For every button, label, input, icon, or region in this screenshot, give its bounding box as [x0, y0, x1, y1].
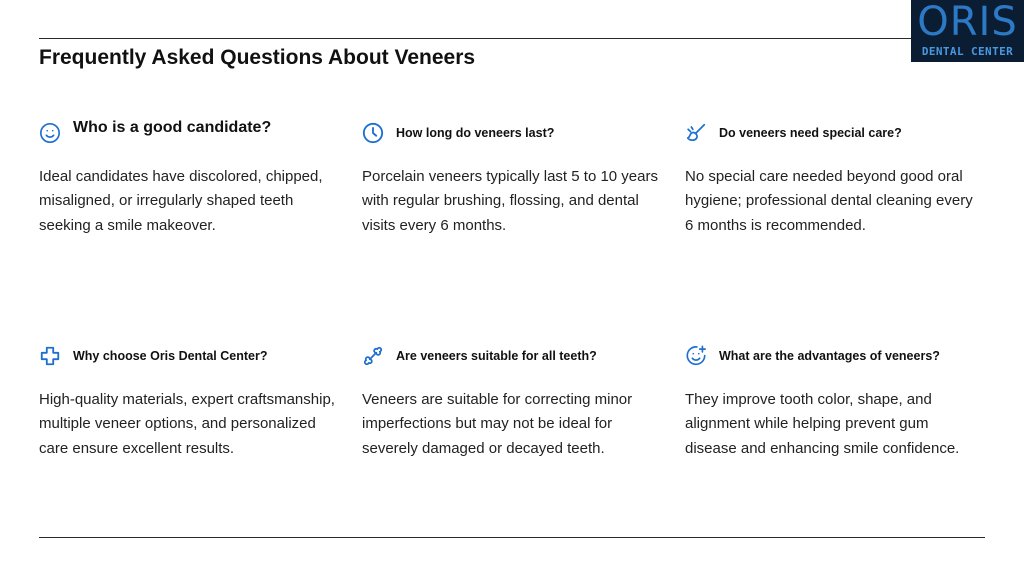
faq-answer: Porcelain veneers typically last 5 to 10 years with regular brushing, flossing, and dental visits every 6 months.: [362, 168, 658, 234]
faq-question: What are the advantages of veneers?: [719, 349, 940, 363]
faq-answer: No special care needed beyond good oral hygiene; professional dental cleaning every 6 months is recommended.: [685, 168, 973, 234]
faq-answer: They improve tooth color, shape, and alignment while helping prevent gum disease and enhancing smile confidence.: [685, 391, 960, 457]
bone-icon: [362, 345, 384, 367]
oris-dental-center-logo: [911, 0, 1024, 62]
logo-wordmark: ORIS: [917, 0, 1018, 45]
faq-question: Why choose Oris Dental Center?: [73, 349, 268, 363]
smile-plus-icon: [685, 345, 707, 367]
brush-icon: [685, 122, 707, 144]
top-divider: [39, 38, 911, 39]
faq-question: Do veneers need special care?: [719, 126, 902, 140]
page-title: Frequently Asked Questions About Veneers: [39, 46, 476, 69]
faq-question: Are veneers suitable for all teeth?: [396, 349, 597, 363]
logo-subtitle: DENTAL CENTER: [921, 45, 1014, 58]
faq-answer: High-quality materials, expert craftsmanship, multiple veneer options, and personalized care ensure excellent results.: [39, 391, 335, 457]
medical-cross-icon: [39, 345, 61, 367]
clock-icon: [362, 122, 384, 144]
smile-icon: [39, 122, 61, 144]
faq-answer: Ideal candidates have discolored, chipped, misaligned, or irregularly shaped teeth seeking a smile makeover.: [39, 168, 323, 234]
bottom-divider: [39, 537, 985, 538]
faq-answer: Veneers are suitable for correcting minor imperfections but may not be ideal for severely damaged or decayed teeth.: [362, 391, 633, 457]
faq-question: How long do veneers last?: [396, 126, 555, 140]
faq-question: Who is a good candidate?: [73, 119, 272, 136]
